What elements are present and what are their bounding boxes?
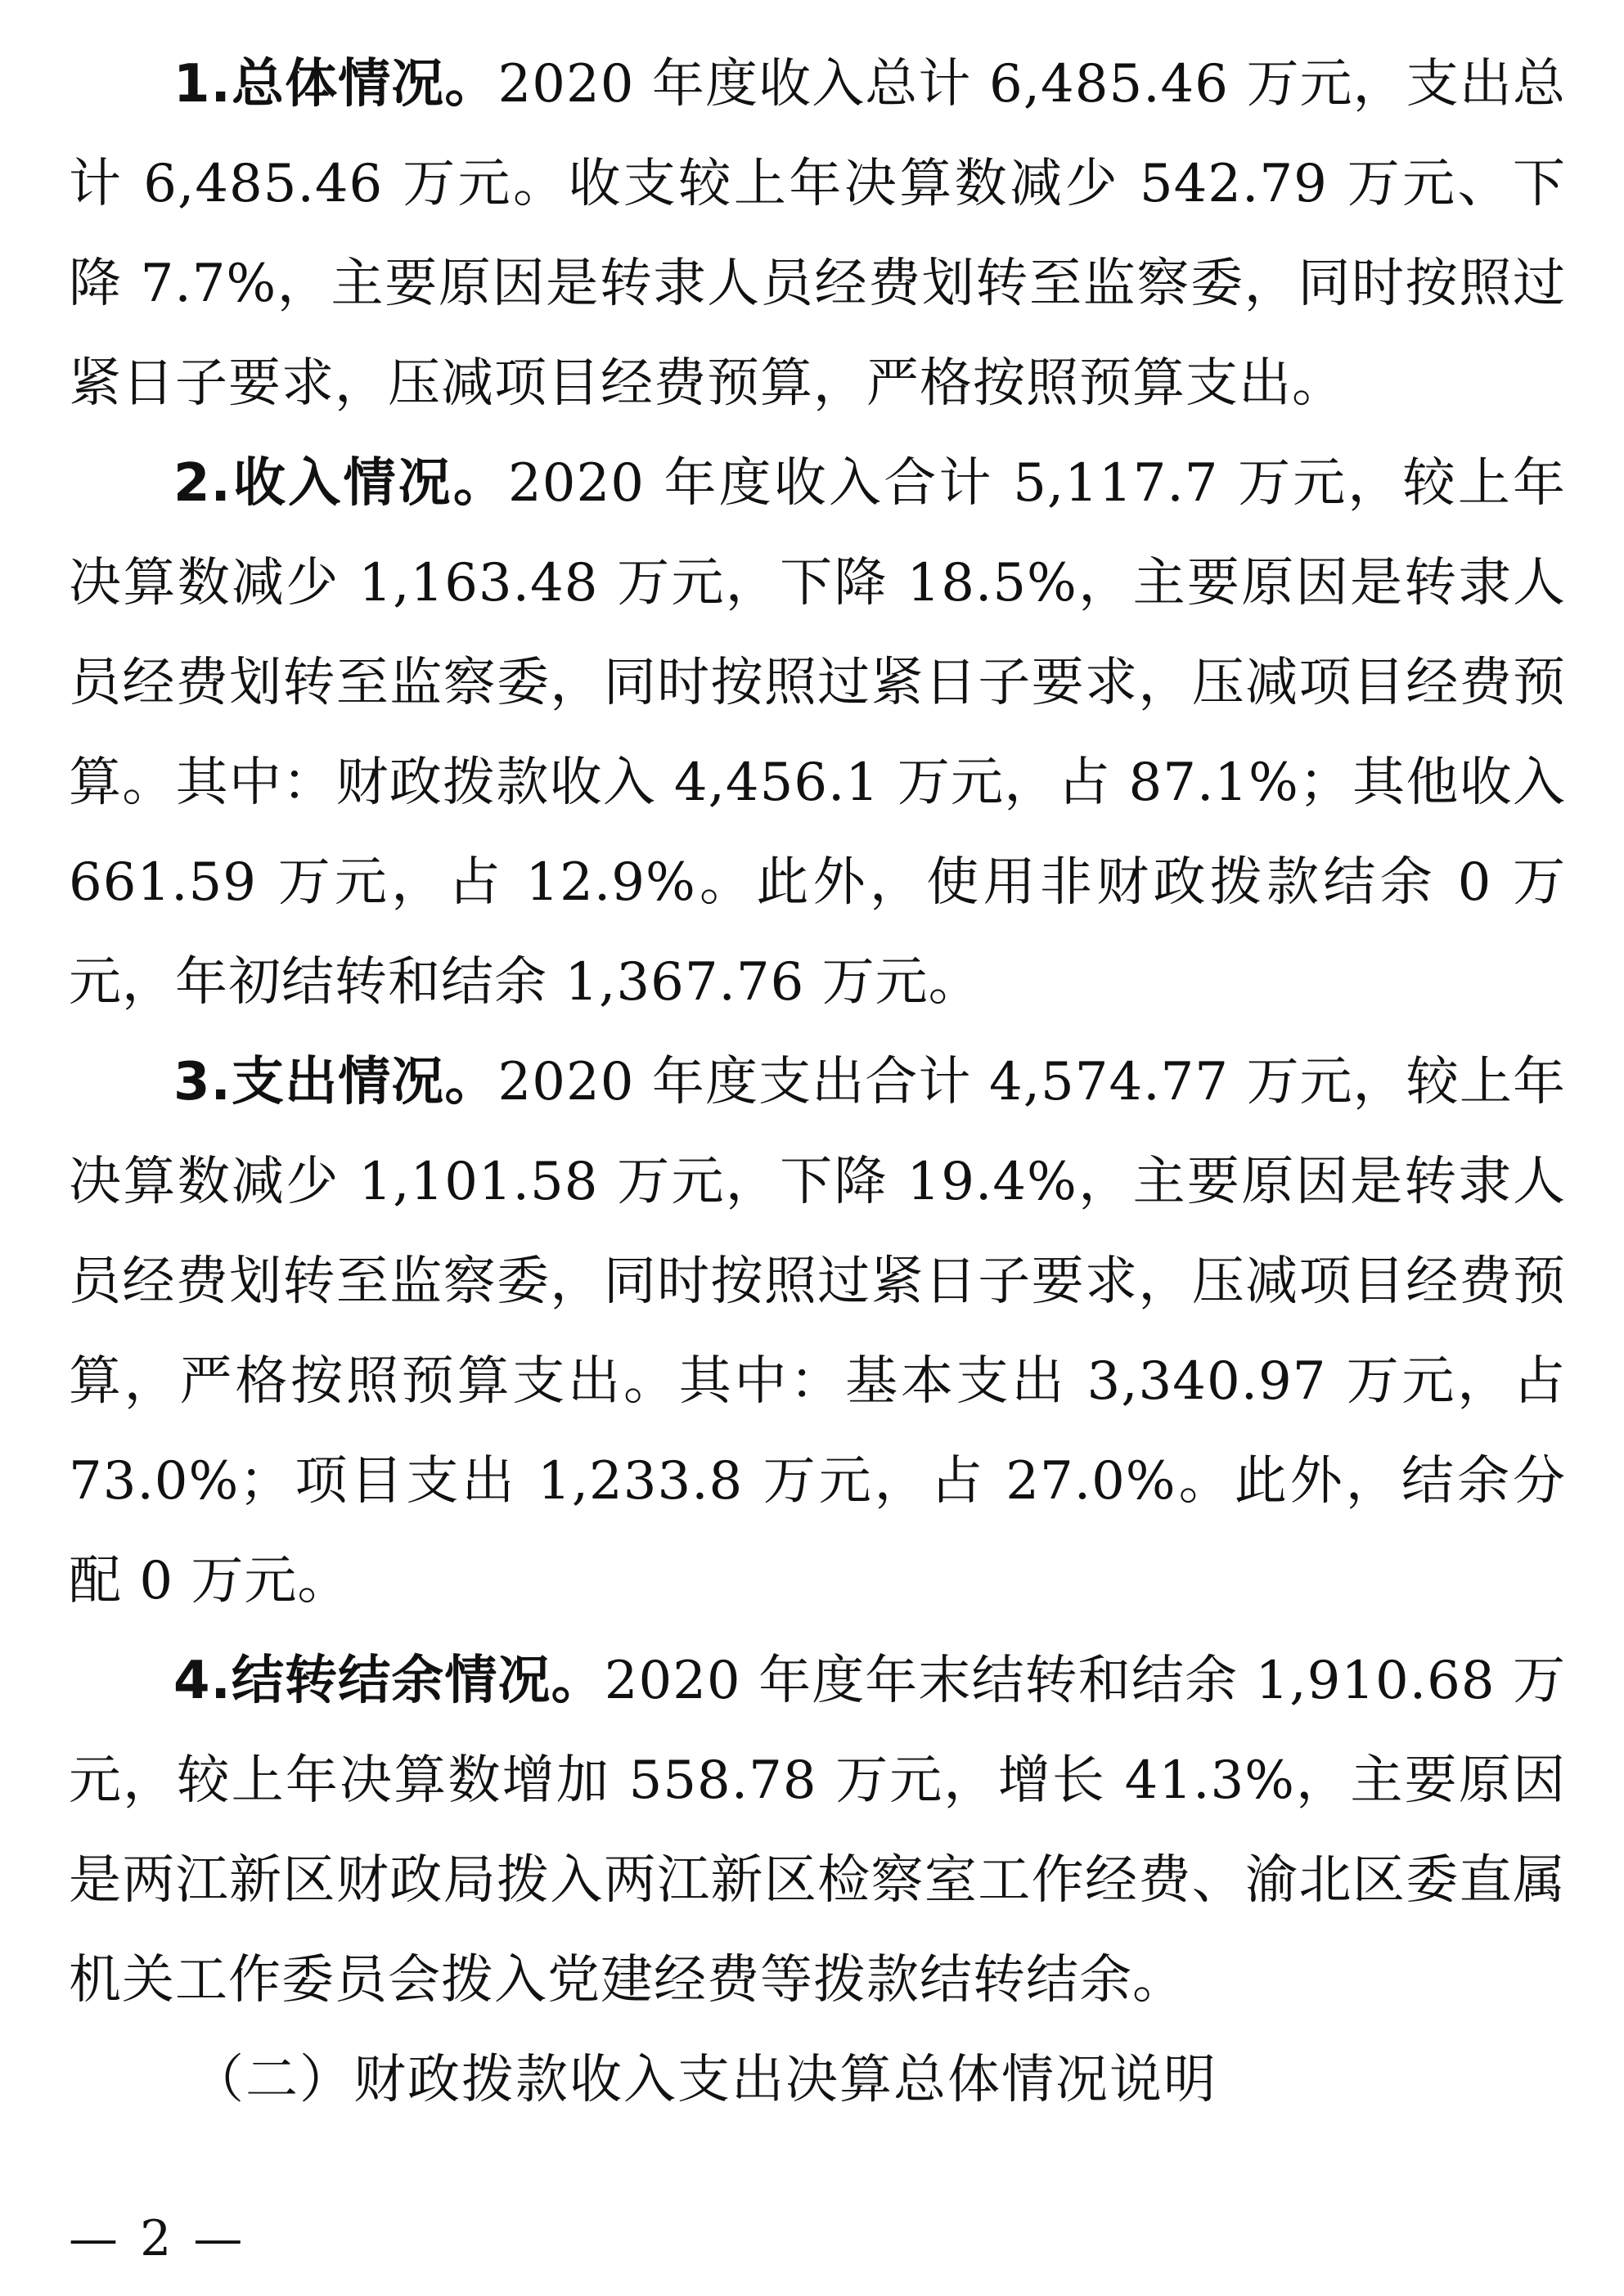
paragraph-overall-body: 2020 年度收入总计 6,485.46 万元，支出总计 6,485.46 万元。收支较上年决算数减少 542.79 万元、下降 7.7%，主要原因是转隶人员经费划转至监察委，同时按照过紧日子要求，压减项目经费预算，严格按照预算支出。 [69,54,1567,414]
paragraph-balance-lead: 4.结转结余情况。 [173,1651,605,1711]
paragraph-overall [69,34,1566,434]
paragraph-balance [69,1631,1566,2030]
paragraph-income-lead: 2.收入情况。 [173,453,509,514]
paragraph-expenditure [69,1032,1566,1631]
document-page [69,34,1566,2130]
section-heading: （二）财政拨款收入支出决算总体情况说明 [191,2050,1217,2110]
paragraph-expenditure-body: 2020 年度支出合计 4,574.77 万元，较上年决算数减少 1,101.58 万元，下降 19.4%，主要原因是转隶人员经费划转至监察委，同时按照过紧日子要求，压减项目经费预算，严格按照预算支出。其中：基本支出 3,340.97 万元，占 73.0%；项目支出 1,233.8 万元，占 27.0%。此外，结余分配 0 万元。 [69,1052,1567,1611]
paragraph-income [69,434,1566,1032]
paragraph-overall-lead: 1.总体情况。 [173,54,498,115]
page-number: — 2 — [69,2210,246,2267]
paragraph-balance-body: 2020 年度年末结转和结余 1,910.68 万元，较上年决算数增加 558.78 万元，增长 41.3%，主要原因是两江新区财政局拨入两江新区检察室工作经费、渝北区委直属机关工作委员会拨入党建经费等拨款结转结余。 [69,1651,1567,2011]
paragraph-income-body: 2020 年度收入合计 5,117.7 万元，较上年决算数减少 1,163.48 万元，下降 18.5%，主要原因是转隶人员经费划转至监察委，同时按照过紧日子要求，压减项目经费预算。其中：财政拨款收入 4,456.1 万元，占 87.1%；其他收入 661.59 万元，占 12.9%。此外，使用非财政拨款结余 0 万元，年初结转和结余 1,367.76 万元。 [69,453,1567,1013]
paragraph-expenditure-lead: 3.支出情况。 [173,1052,498,1112]
